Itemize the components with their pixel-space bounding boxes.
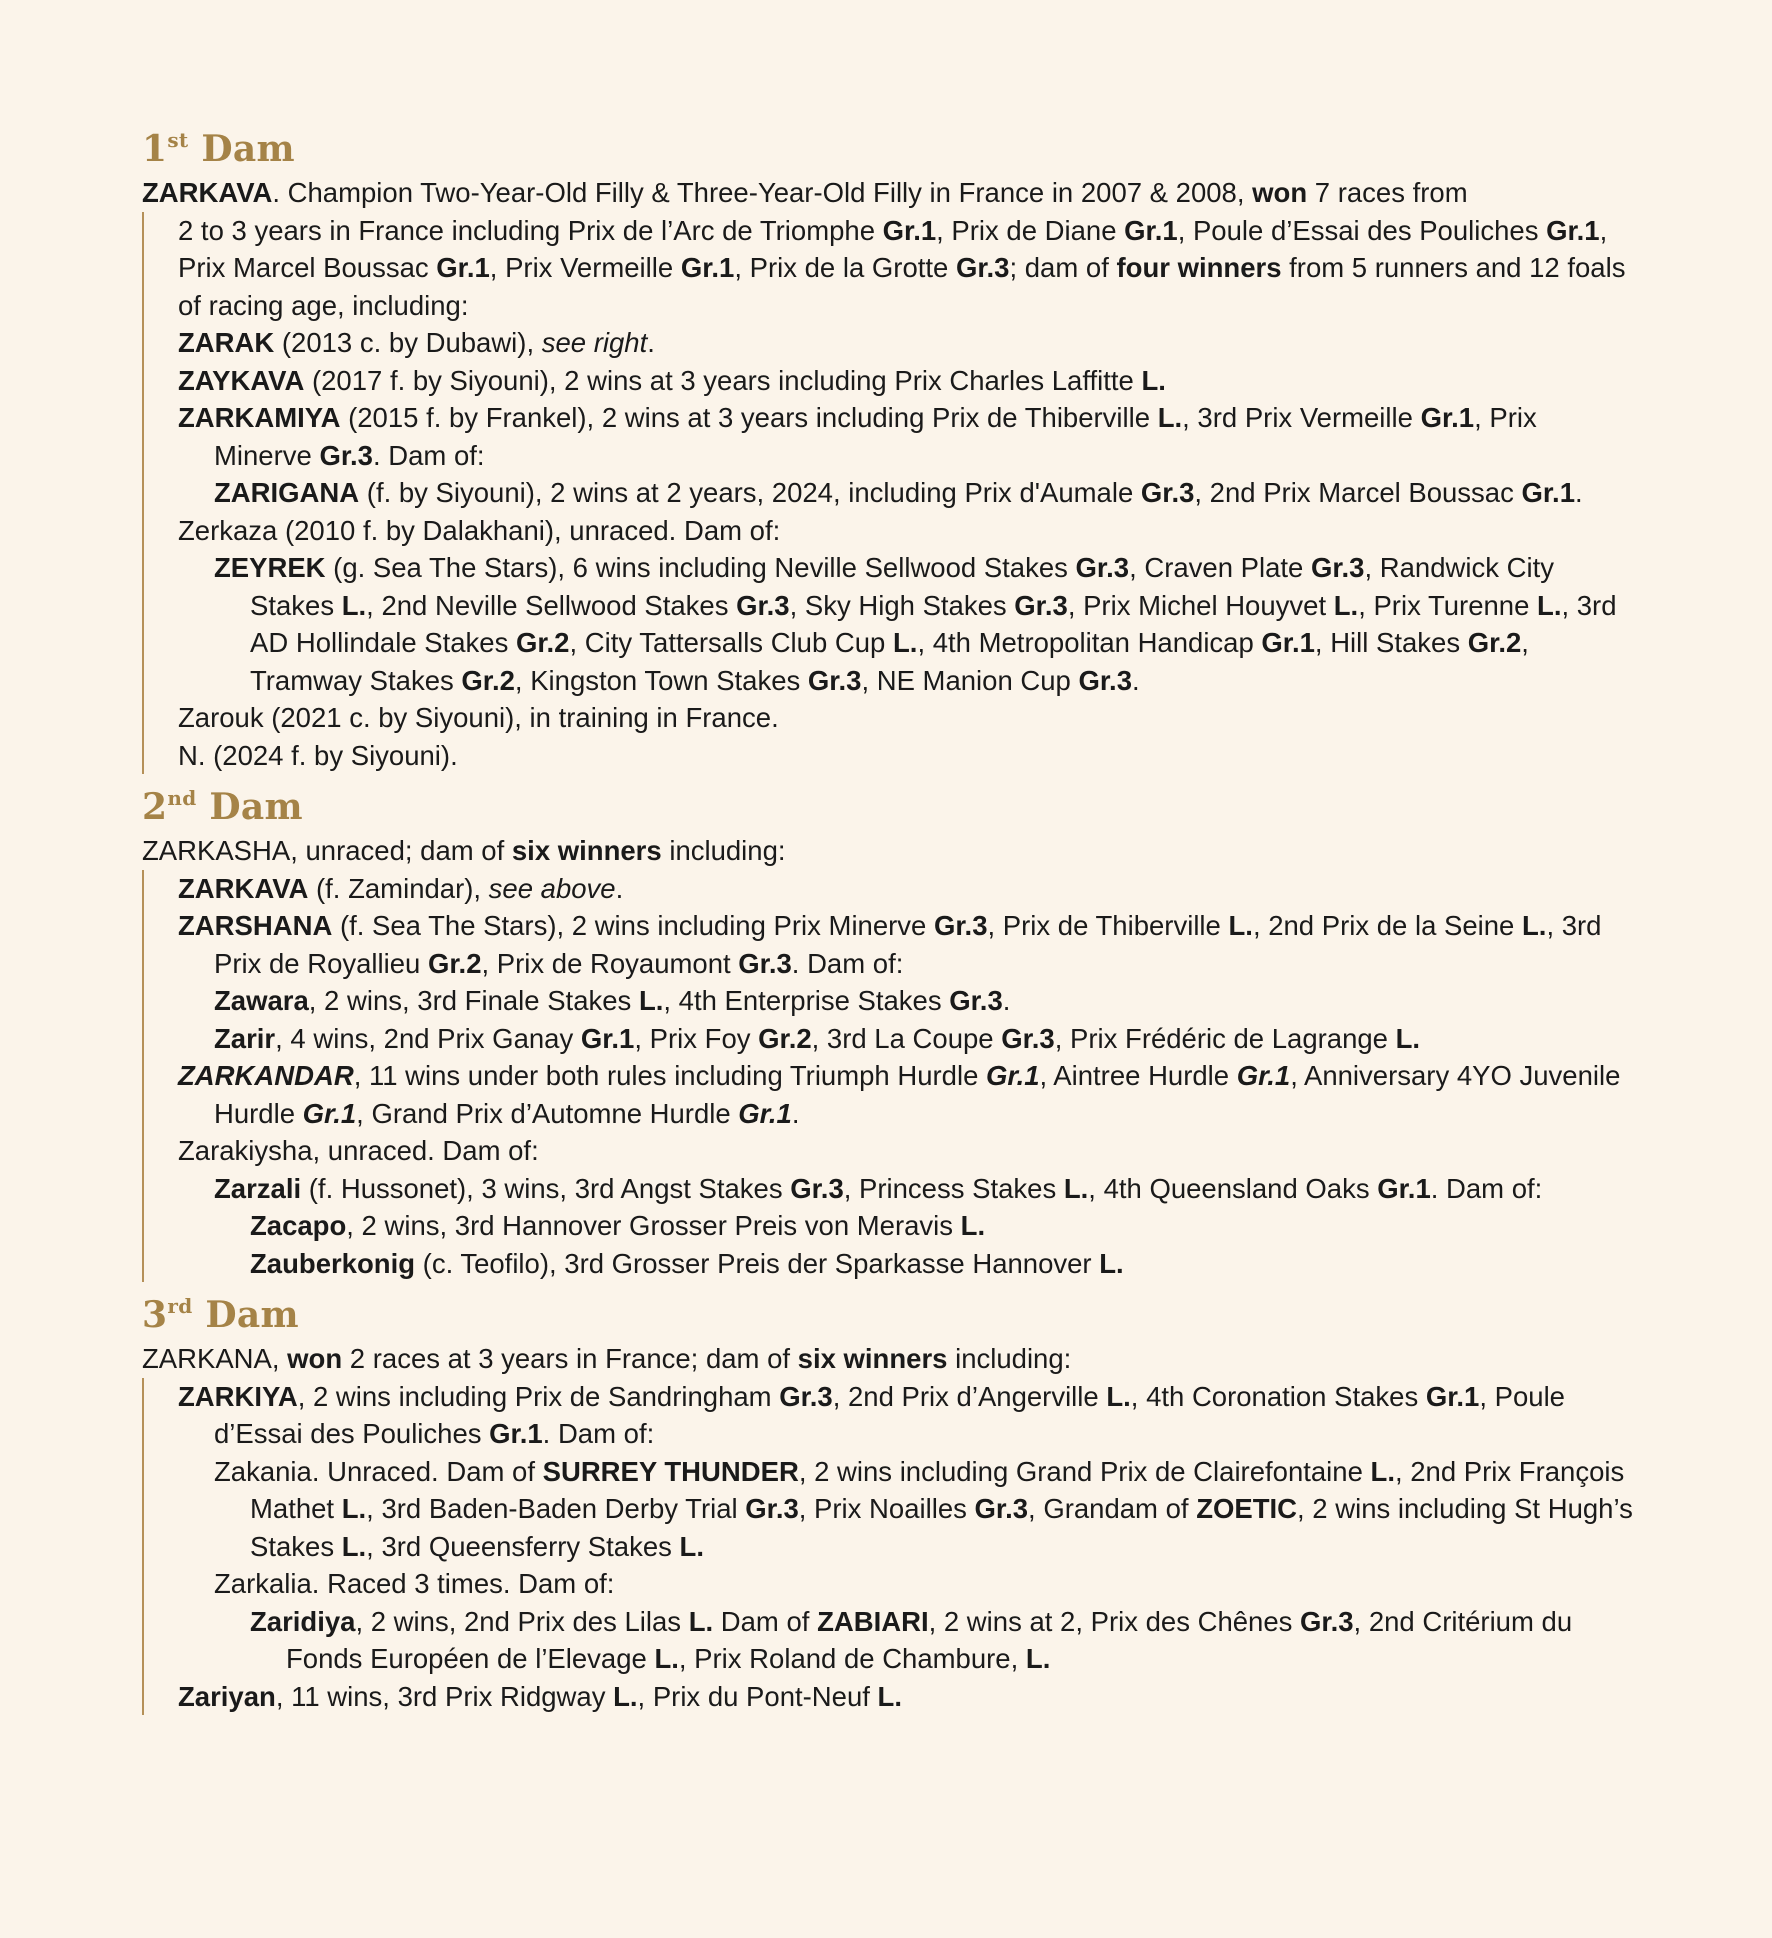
text-run: , Prix Marcel Boussac [178,214,1608,283]
text-run: , Sky High Stakes [789,589,1015,621]
text-run: , Randwick City Stakes [250,552,1554,621]
dam3-heading-word: Dam [205,1294,299,1336]
text-run: , 3rd Queensferry Stakes [366,1530,680,1562]
bold-text: Gr.3 [738,947,792,979]
text-run: , 4th Enterprise Stakes [663,985,950,1016]
text-run: , Prix Roland de Chambure, [678,1643,1026,1674]
bold-italic-text: Gr.1 [1236,1060,1291,1091]
pedigree-entry [250,1603,1642,1678]
text-run: , Anniversary 4YO Juvenile Hurdle [214,1060,1621,1129]
text-run: . [791,1097,800,1129]
text-run: , 2 wins, 3rd Finale Stakes [308,985,639,1016]
bold-text: Gr.1 [580,1022,635,1054]
text-run: (c. Teofilo), 3rd Grosser Preis der Sparkasse Hannover [415,1247,1100,1279]
text-run: (f. Hussonet), 3 wins, 3rd Angst Stakes [301,1172,791,1204]
pedigree-entry [178,1678,1642,1716]
dam2-section [142,784,1642,1282]
text-run: Zerkaza (2010 f. by Dalakhani), unraced. Dam of: [178,514,781,546]
bold-text: Zarir [214,1022,276,1054]
text-run: , 3rd Prix de Royallieu [214,910,1602,979]
bold-text: Gr.1 [1261,627,1315,658]
bold-text: ZOETIC [1196,1493,1298,1524]
pedigree-entry [178,907,1642,982]
bold-text: Gr.1 [1124,214,1178,246]
bold-text: Zaridiya [250,1605,356,1637]
text-run: , 2 wins including St Hugh’s Stakes [250,1493,1633,1562]
bold-text: L. [1333,589,1359,621]
bold-text: Gr.1 [680,252,735,283]
bold-text: L. [1099,1247,1124,1279]
bold-italic-text: Gr.1 [986,1060,1040,1091]
bold-text: L. [688,1605,714,1637]
text-run: , 2 wins, 3rd Hannover Grosser Preis von Meravis [346,1210,961,1241]
text-run: , 2nd Neville Sellwood Stakes [366,589,737,621]
bold-text: ZEYREK [214,552,326,583]
dam1-progeny [142,212,1642,775]
text-run: , 11 wins under both rules including Triumph Hurdle [353,1060,987,1091]
bold-text: Gr.1 [1377,1172,1431,1204]
text-run: , NE Manion Cup [861,664,1079,696]
bold-text: Gr.3 [1310,552,1365,583]
bold-italic-text: Gr.1 [738,1097,792,1129]
text-run: (g. Sea The Stars), 6 wins including Neville Sellwood Stakes [325,552,1076,583]
bold-text: Gr.3 [1078,664,1132,696]
bold-text: L. [341,1493,367,1524]
text-run: Zarakiysha, unraced. Dam of: [178,1135,539,1166]
text-run: Zarouk (2021 c. by Siyouni), in training in France. [178,702,779,733]
text-run: , 11 wins, 3rd Prix Ridgway [275,1680,614,1712]
text-run: including: [661,835,786,866]
bold-text: ZAYKAVA [178,364,305,396]
pedigree-entry [178,512,1642,550]
bold-text: Gr.2 [427,947,482,979]
pedigree-entry [178,1378,1642,1453]
bold-text: Gr.1 [1420,402,1475,433]
text-run: , Grandam of [1028,1493,1197,1524]
pedigree-entry [214,1020,1642,1058]
bold-text: Gr.1 [1425,1380,1480,1412]
text-run: 7 races from [1307,177,1468,208]
text-run: (2013 c. by Dubawi), [274,327,542,358]
text-run: , Prix Foy [634,1022,759,1054]
bold-text: Gr.1 [882,214,937,246]
bold-text: Gr.3 [1001,1022,1055,1054]
text-run: , 2 wins including Prix de Sandringham [297,1380,780,1412]
pedigree-entry [178,362,1642,400]
text-run: , Prix de Royaumont [481,947,739,979]
bold-text: L. [1141,364,1166,396]
bold-italic-text: ZARKANDAR [178,1060,354,1091]
dam3-progeny [142,1378,1642,1716]
bold-text: won [287,1343,343,1374]
text-run: , 3rd Baden-Baden Derby Trial [366,1493,746,1524]
text-run: . Dam of: [1430,1172,1543,1204]
bold-text: six winners [797,1343,948,1374]
bold-text: four winners [1116,252,1282,283]
bold-text: ZARSHANA [178,910,333,941]
pedigree-entry [178,324,1642,362]
text-run: (2015 f. by Frankel), 2 wins at 3 years including Prix de Thiberville [340,402,1158,433]
bold-text: L. [654,1643,679,1674]
text-run: , 3rd La Coupe [811,1022,1002,1054]
text-run: . [1575,477,1583,508]
bold-text: L. [893,627,918,658]
text-run: (f. Sea The Stars), 2 wins including Prix Minerve [332,910,934,941]
dam2-heading [142,784,1642,830]
bold-text: Gr.2 [758,1022,812,1054]
bold-text: L. [1522,910,1547,941]
text-run: (2017 f. by Siyouni), 2 wins at 3 years including Prix Charles Laffitte [304,364,1142,396]
text-run: , Hill Stakes [1314,627,1468,658]
text-run: , Prix Frédéric de Lagrange [1054,1022,1396,1054]
text-run: ; dam of [1009,252,1117,283]
bold-text: L. [960,1210,986,1241]
text-run: (f. by Siyouni), 2 wins at 2 years, 2024, including Prix d'Aumale [359,477,1141,508]
bold-text: Gr.3 [736,589,790,621]
text-run: , 2nd Prix François Mathet [250,1455,1625,1524]
bold-text: ZARIGANA [214,477,360,508]
text-run: , Prix du Pont-Neuf [637,1680,878,1712]
pedigree-entry [250,1207,1642,1245]
bold-text: L. [638,985,664,1016]
text-run: , Prix Minerve [214,402,1537,471]
bold-text: won [1252,177,1308,208]
text-run: , 2nd Prix de la Seine [1252,910,1522,941]
text-run: ZARKANA, [142,1343,288,1374]
dam3-intro [142,1340,1642,1378]
bold-text: Gr.1 [489,1418,543,1449]
bold-text: L. [1537,589,1562,621]
text-run: , 2 wins at 2, Prix des Chênes [928,1605,1301,1637]
pedigree-entry [178,399,1642,474]
text-run: , Prix de Diane [936,214,1125,246]
bold-text: Gr.3 [779,1380,833,1412]
bold-text: L. [1395,1022,1421,1054]
text-run: N. (2024 f. by Siyouni). [178,739,458,771]
text-run: , 2 wins, 2nd Prix des Lilas [355,1605,689,1637]
text-run: . [615,872,624,904]
bold-text: L. [613,1680,638,1712]
dam1-heading-sup: st [167,128,189,152]
bold-text: Zacapo [250,1210,347,1241]
pedigree-entry [250,1245,1642,1283]
text-run: , 4 wins, 2nd Prix Ganay [275,1022,581,1054]
dam2-intro [142,832,1642,870]
text-run: . Dam of: [542,1418,655,1449]
bold-text: Gr.3 [790,1172,844,1204]
bold-text: ZARKAMIYA [178,402,341,433]
text-run: , Prix Noailles [798,1493,975,1524]
bold-text: L. [1063,1172,1089,1204]
pedigree-entry [178,1057,1642,1132]
text-run: , 4th Queensland Oaks [1088,1172,1378,1204]
dam1-heading-word: Dam [201,128,295,170]
bold-text: L. [679,1530,704,1562]
text-run: (f. Zamindar), [308,872,489,904]
dam1-heading [142,126,1642,172]
bold-text: SURREY THUNDER [542,1455,799,1487]
bold-text: L. [1370,1455,1395,1487]
text-run: . [647,327,655,358]
pedigree-entry [214,1170,1642,1208]
text-run: , Prix Turenne [1358,589,1538,621]
pedigree-entry [214,1565,1642,1603]
pedigree-entry [178,737,1642,775]
italic-text: see above [488,872,616,904]
bold-text: ZARKIYA [178,1380,298,1412]
dam3-section [142,1292,1642,1715]
bold-text: L. [1025,1643,1051,1674]
bold-text: Gr.1 [1521,477,1575,508]
bold-italic-text: Gr.1 [302,1097,357,1129]
bold-text: L. [1157,402,1183,433]
bold-text: ZABIARI [817,1605,929,1637]
dam3-heading-sup: rd [167,1294,193,1318]
bold-text: L. [1228,910,1253,941]
bold-text: Gr.1 [1546,214,1600,246]
bold-text: Gr.3 [1140,477,1195,508]
bold-text: ZARAK [178,327,275,358]
text-run: . [1002,985,1011,1016]
text-run: . [1132,664,1140,696]
text-run: . Champion Two-Year-Old Filly & Three-Year-Old Filly in France in 2007 & 2008, [272,177,1253,208]
text-run: , 4th Coronation Stakes [1130,1380,1426,1412]
text-run: including: [947,1343,1072,1374]
bold-text: Gr.3 [974,1493,1029,1524]
text-run: , Poule d’Essai des Pouliches [214,1380,1565,1449]
bold-text: ZARKAVA [142,177,273,208]
text-run: , Craven Plate [1129,552,1311,583]
text-run: , Prix Vermeille [489,252,681,283]
pedigree-entry [214,474,1642,512]
bold-text: Gr.3 [1300,1605,1354,1637]
bold-text: Gr.3 [933,910,988,941]
text-run: , 2 wins including Grand Prix de Clairefontaine [798,1455,1371,1487]
dam3-heading [142,1292,1642,1338]
bold-text: Gr.1 [436,252,490,283]
text-run: , Aintree Hurdle [1039,1060,1237,1091]
text-run: , 3rd Prix Vermeille [1182,402,1421,433]
dam3-heading-num: 3 [142,1294,168,1336]
text-run: , 2nd Critérium du Fonds Européen de l’Elevage [286,1605,1573,1674]
bold-text: Gr.3 [319,439,373,471]
text-run: , 3rd AD Hollindale Stakes [250,589,1617,658]
text-run: , Kingston Town Stakes [514,664,808,696]
pedigree-entry [178,699,1642,737]
text-run: , Grand Prix d’Automne Hurdle [356,1097,739,1129]
pedigree-entry [178,212,1642,325]
dam2-heading-sup: nd [167,786,197,810]
text-run: from 5 runners and 12 foals of racing age, including: [178,252,1626,321]
bold-text: L. [341,1530,367,1562]
dam2-heading-word: Dam [209,786,303,828]
bold-text: Gr.3 [1014,589,1068,621]
text-run: Zakania. Unraced. Dam of [214,1455,543,1487]
dam1-section [142,126,1642,774]
bold-text: Gr.3 [949,985,1003,1016]
text-run: Zarkalia. Raced 3 times. Dam of: [214,1568,615,1599]
text-run: . Dam of: [372,439,485,471]
text-run: , City Tattersalls Club Cup [569,627,893,658]
bold-text: Gr.3 [1075,552,1130,583]
bold-text: ZARKAVA [178,872,309,904]
pedigree-entry [178,1132,1642,1170]
text-run: 2 races at 3 years in France; dam of [342,1343,798,1374]
dam2-heading-num: 2 [142,786,168,828]
text-run: Dam of [713,1605,818,1637]
bold-text: Gr.3 [955,252,1010,283]
pedigree-entry [178,870,1642,908]
text-run: 2 to 3 years in France including Prix de l’Arc de Triomphe [178,214,883,246]
text-run: , 2nd Prix d’Angerville [832,1380,1107,1412]
text-run: , Princess Stakes [843,1172,1064,1204]
bold-text: Gr.2 [1467,627,1522,658]
bold-text: Gr.2 [515,627,570,658]
pedigree-entry [214,1453,1642,1566]
bold-text: Gr.2 [461,664,515,696]
bold-text: L. [341,589,367,621]
pedigree-page [142,126,1642,1725]
bold-text: Zawara [214,985,309,1016]
dam1-heading-num: 1 [142,128,168,170]
bold-text: Zauberkonig [250,1247,416,1279]
text-run: , 2nd Prix Marcel Boussac [1194,477,1522,508]
pedigree-entry [214,982,1642,1020]
text-run: , Poule d’Essai des Pouliches [1177,214,1547,246]
bold-text: Gr.3 [807,664,862,696]
bold-text: Zariyan [178,1680,276,1712]
text-run: , Prix de Thiberville [987,910,1229,941]
bold-text: six winners [511,835,662,866]
text-run: . Dam of: [791,947,904,979]
italic-text: see right [541,327,648,358]
text-run: , 4th Metropolitan Handicap [917,627,1262,658]
text-run: , Prix Michel Houyvet [1067,589,1334,621]
pedigree-entry [214,549,1642,699]
text-run: ZARKASHA, unraced; dam of [142,835,512,866]
bold-text: L. [1106,1380,1131,1412]
bold-text: L. [877,1680,902,1712]
dam1-intro [142,174,1642,212]
dam2-progeny [142,870,1642,1283]
bold-text: Gr.3 [745,1493,799,1524]
bold-text: Zarzali [214,1172,302,1204]
text-run: , Tramway Stakes [250,627,1529,696]
text-run: , Prix de la Grotte [734,252,956,283]
